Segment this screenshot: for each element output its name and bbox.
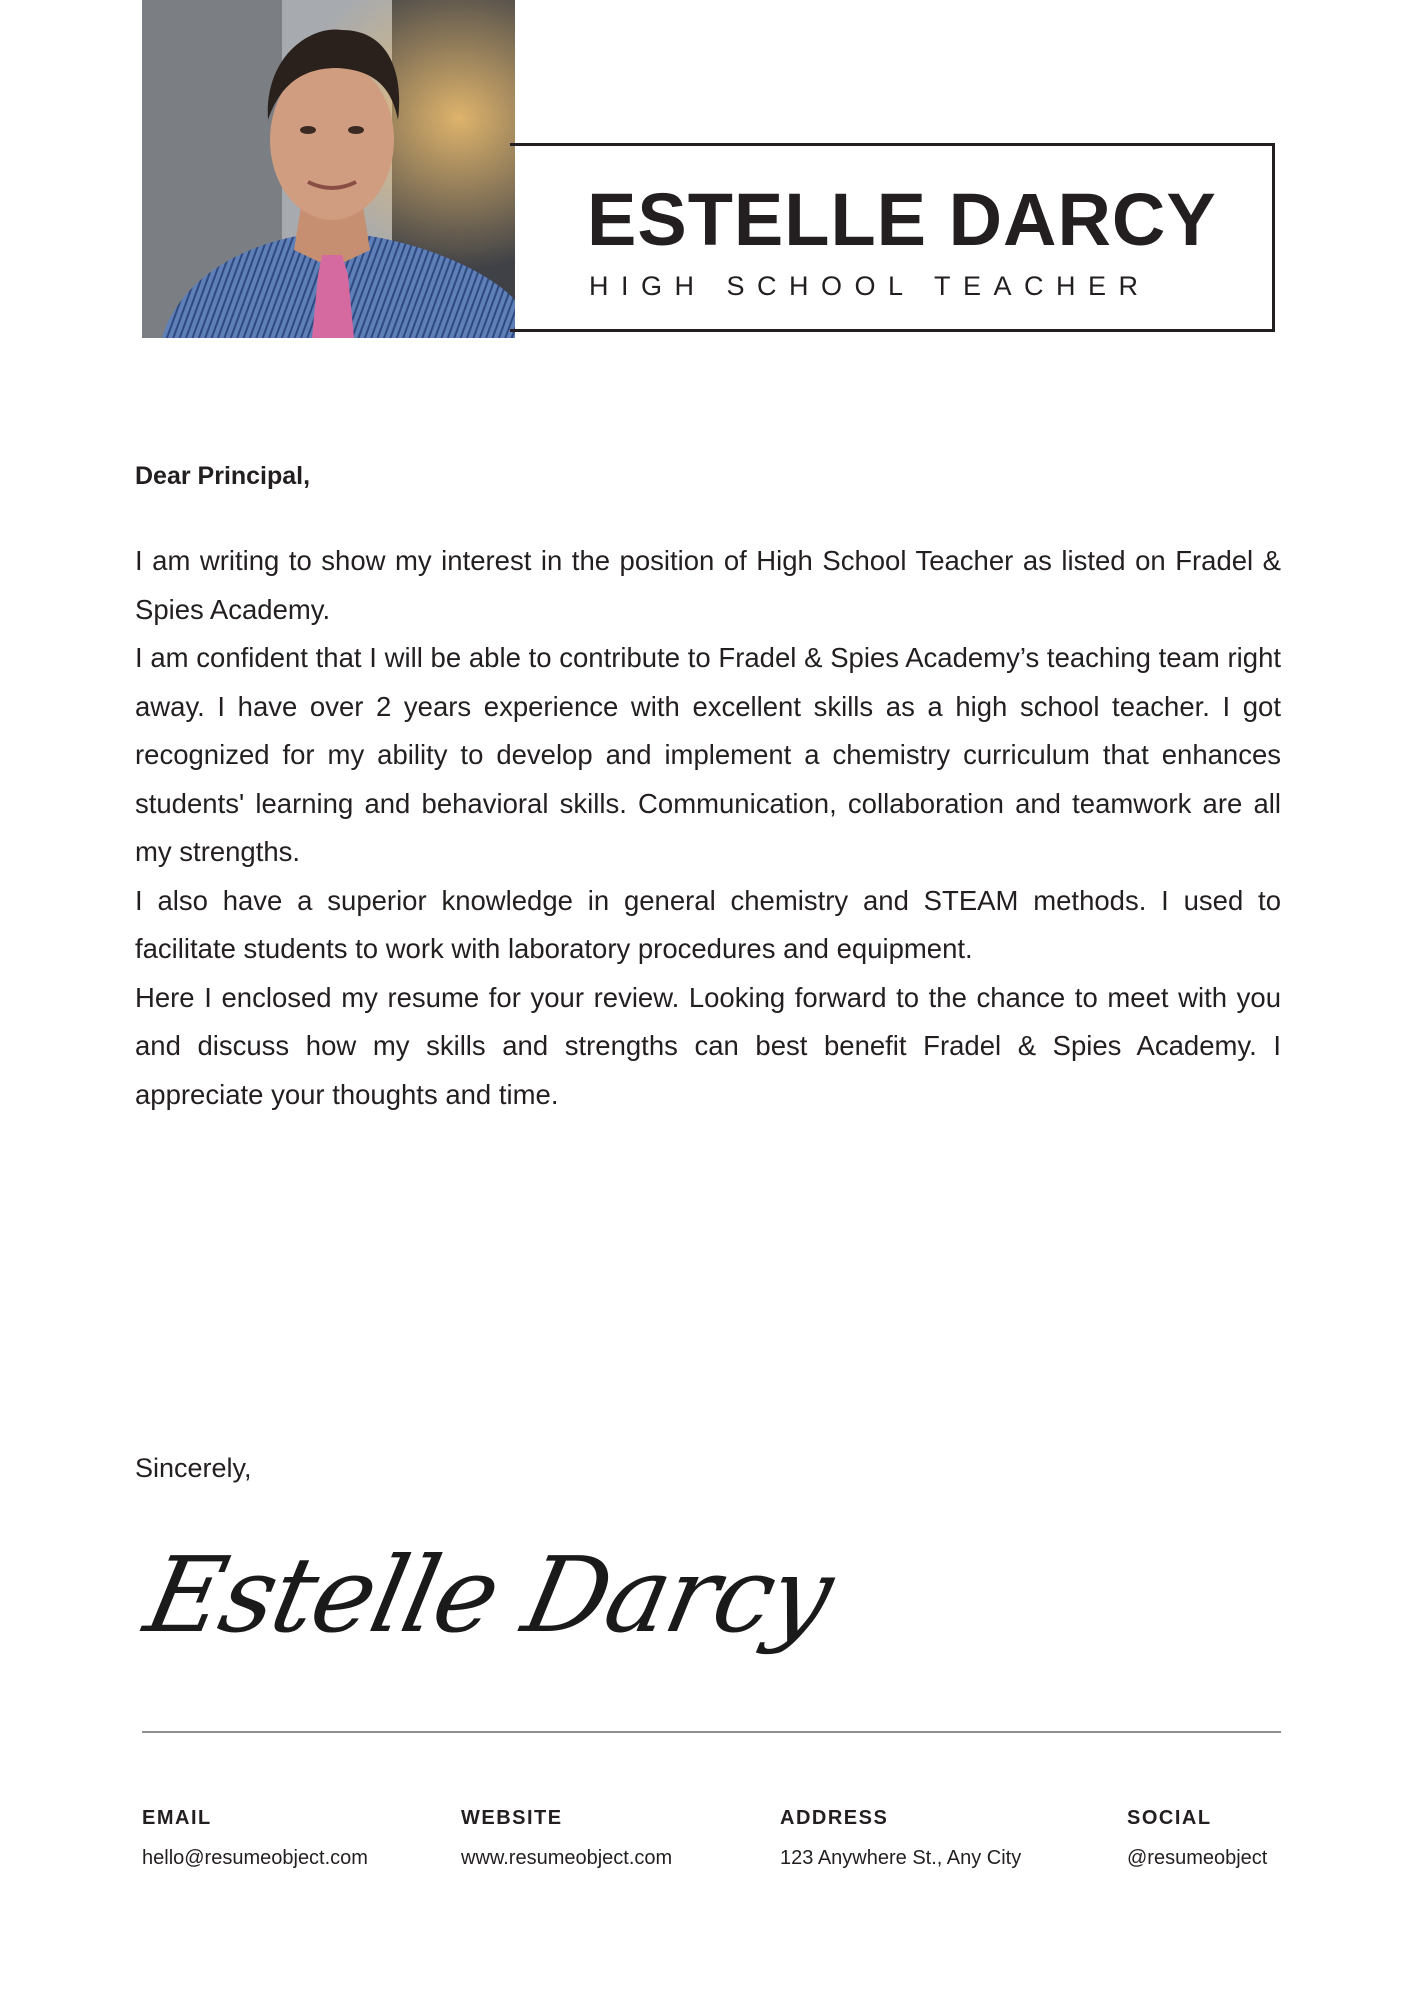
contact-social (1127, 1805, 1267, 1871)
letter-salutation: Dear Principal, (135, 462, 311, 490)
profile-photo (142, 0, 515, 338)
letter-paragraph: I am writing to show my interest in the position of High School Teacher as listed on Fradel & Spies Academy. (135, 545, 1281, 625)
contact-social-label: SOCIAL (1127, 1807, 1212, 1829)
applicant-title: HIGH SCHOOL TEACHER (589, 271, 1151, 301)
contact-website (461, 1805, 672, 1871)
contact-email-value[interactable]: hello@resumeobject.com (142, 1847, 368, 1869)
contact-address (780, 1805, 1021, 1871)
letter-closing: Sincerely, (135, 1453, 252, 1483)
contact-website-value[interactable]: www.resumeobject.com (461, 1847, 673, 1869)
letter-paragraph: I also have a superior knowledge in general chemistry and STEAM methods. I used to facilitate students to work with laboratory procedures and equipment. (135, 884, 1281, 964)
letter-paragraph: Here I enclosed my resume for your review. Looking forward to the chance to meet with you and discuss how my skills and strengths can best benefit Fradel & Spies Academy. I appreciate your thoughts and time. (135, 981, 1281, 1110)
footer-divider (142, 1731, 1281, 1733)
contact-email (142, 1805, 368, 1871)
contact-website-label: WEBSITE (461, 1807, 563, 1829)
applicant-name: ESTELLE DARCY (587, 178, 1217, 261)
letter-paragraph: I am confident that I will be able to contribute to Fradel & Spies Academy’s teaching team right away. I have over 2 years experience with excellent skills as a high school teacher. I got recognized for my ability to develop and implement a chemistry curriculum that enhances students' learning and behavioral skills. Communication, collaboration and teamwork are all my strengths. (135, 642, 1281, 867)
contact-address-value: 123 Anywhere St., Any City (780, 1847, 1022, 1869)
contact-social-value[interactable]: @resumeobject (1127, 1847, 1268, 1869)
letter-body (135, 537, 1281, 1119)
signature: Estelle Darcy (135, 1534, 842, 1656)
contact-address-label: ADDRESS (780, 1807, 889, 1829)
contact-email-label: EMAIL (142, 1807, 212, 1829)
